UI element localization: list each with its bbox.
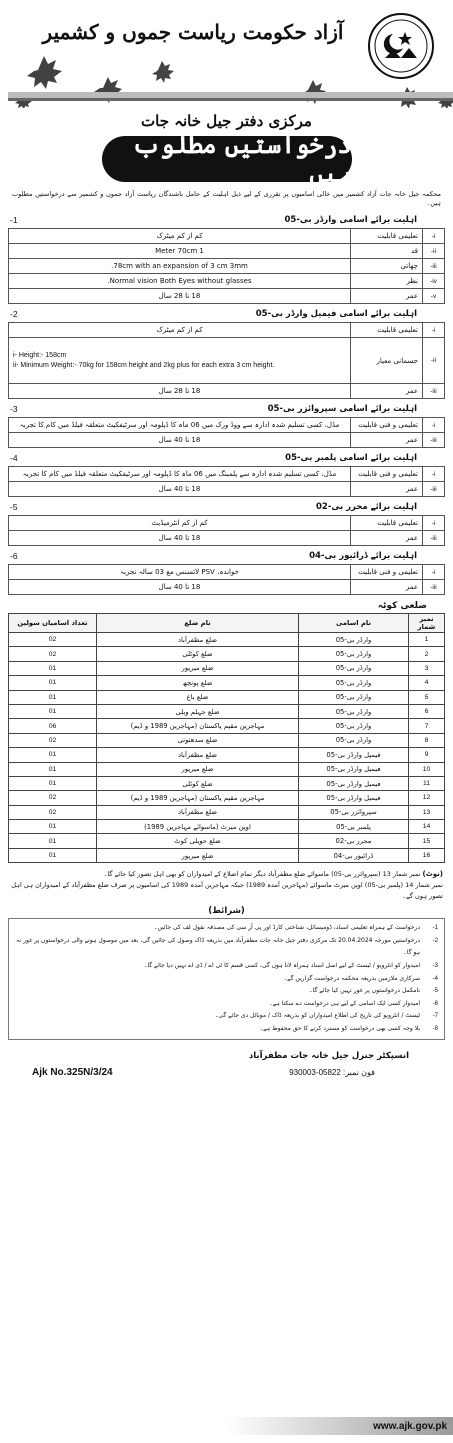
section-number: 4- (10, 452, 18, 463)
criterion-value: 18 تا 40 سال (9, 433, 351, 448)
serial-cell: 15 (409, 834, 445, 848)
table-row (9, 661, 445, 675)
row-number: i- (423, 229, 445, 244)
count-cell: 01 (9, 661, 97, 675)
header-serial: نمبر شمار (409, 614, 445, 633)
eligibility-row (9, 338, 445, 384)
eligibility-table (8, 515, 445, 546)
section-title-text: اہلیت برائے اسامی وارڈر بی-05 (284, 215, 417, 225)
row-number: i- (423, 467, 445, 482)
row-number: iii- (423, 482, 445, 497)
section-title (10, 501, 443, 512)
eligibility-row (9, 433, 445, 448)
serial-cell: 14 (409, 820, 445, 834)
quota-body (9, 633, 445, 863)
condition-text: امیدوار کو انٹرویو / ٹیسٹ کے لیے اصل اسناد ہمراہ لانا ہوں گی، کسی قسم کا ٹی اے / ڈی اے نہیں دیا جائے گا۔ (143, 962, 420, 970)
condition-number: 7- (432, 1013, 438, 1020)
count-cell: 01 (9, 762, 97, 776)
criterion-value: کم از کم میٹرک (9, 229, 351, 244)
eligibility-table (8, 322, 445, 399)
district-quota-table (8, 613, 445, 863)
table-row (9, 704, 445, 718)
count-cell: 01 (9, 704, 97, 718)
section-number: 6- (10, 550, 18, 561)
post-cell: پلمبر بی-05 (299, 820, 409, 834)
list-item (15, 998, 438, 1011)
quota-title: ضلعی کوٹہ (377, 601, 427, 611)
count-cell: 01 (9, 848, 97, 862)
district-cell: ضلع مظفرآباد (97, 633, 299, 647)
criterion-label: تعلیمی قابلیت (351, 323, 423, 338)
criterion-label: نظر (351, 274, 423, 289)
section-number: 3- (10, 403, 18, 414)
note-text-2: نمبر شمار 14 (پلمبر بی-05) اوپن میرٹ ماسوائے (مہاجرین آمدہ 1989) جبکہ مہاجرین آمدہ 1989 کی اسامیوں پر صرف ضلع مظفرآباد کے امیدواران ہی اہل تصور ہوں گے۔ (11, 881, 443, 901)
list-item (15, 1010, 438, 1023)
post-cell: فیمیل وارڈر بی-05 (299, 748, 409, 762)
section-number: 2- (10, 308, 18, 319)
table-row (9, 676, 445, 690)
header (8, 0, 445, 108)
district-cell: ضلع کوٹلی (97, 647, 299, 661)
criterion-label: عمر (351, 289, 423, 304)
district-cell: مہاجرین مقیم پاکستان (مہاجرین 1989 و ڈیم) (97, 791, 299, 805)
eligibility-row (9, 531, 445, 546)
condition-text: سرکاری ملازمین بذریعہ محکمہ درخواست گزاریں گے۔ (283, 974, 420, 982)
criterion-value: 18 تا 28 سال (9, 384, 351, 399)
table-row (9, 805, 445, 819)
eligibility-row (9, 323, 445, 338)
table-row (9, 690, 445, 704)
serial-cell: 1 (409, 633, 445, 647)
website-link[interactable]: www.ajk.gov.pk (373, 1420, 447, 1432)
table-row (9, 733, 445, 747)
eligibility-row (9, 229, 445, 244)
section-title (10, 214, 443, 225)
conditions-title: (شرائط) (208, 906, 245, 917)
signature-block: انسپکٹر جنرل جیل خانہ جات مظفرآباد (248, 1050, 409, 1061)
condition-number: 3- (432, 963, 438, 970)
district-cell: ضلع سدھنوتی (97, 733, 299, 747)
count-cell: 06 (9, 719, 97, 733)
criterion-label: تعلیمی و فنی قابلیت (351, 467, 423, 482)
criterion-label: عمر (351, 580, 423, 595)
count-cell: 02 (9, 805, 97, 819)
table-row (9, 719, 445, 733)
post-cell: وارڈر بی-05 (299, 676, 409, 690)
row-number: i- (423, 516, 445, 531)
table-row (9, 791, 445, 805)
criterion-label: تعلیمی و فنی قابلیت (351, 565, 423, 580)
header-count: تعداد اسامیاں سولین (9, 614, 97, 633)
criterion-value: کم از کم انٹرمیڈیٹ (9, 516, 351, 531)
list-item (15, 960, 438, 973)
table-row (9, 776, 445, 790)
criterion-value: 1 Meter 70cm (9, 244, 351, 259)
eligibility-row (9, 516, 445, 531)
district-cell: ضلع مظفرآباد (97, 748, 299, 762)
count-cell: 02 (9, 791, 97, 805)
serial-cell: 4 (409, 676, 445, 690)
serial-cell: 7 (409, 719, 445, 733)
section-title-text: اہلیت برائے اسامی فیمیل وارڈر بی-05 (255, 309, 417, 319)
post-cell: سپروائزر بی-05 (299, 805, 409, 819)
note-label: (نوٹ) (422, 870, 443, 879)
post-cell: ڈرائیور بی-04 (299, 848, 409, 862)
criterion-value: i- Height:- 158cm ii- Minimum Weight:- 70kg for 158cm height and 2kg plus for each extra 3 cm height. (9, 338, 351, 384)
criterion-value: 18 تا 40 سال (9, 531, 351, 546)
serial-cell: 9 (409, 748, 445, 762)
footer-row (8, 1067, 445, 1078)
section-title-text: اہلیت برائے محرر بی-02 (315, 502, 417, 512)
table-row (9, 647, 445, 661)
eligibility-row (9, 580, 445, 595)
post-cell: وارڈر بی-05 (299, 704, 409, 718)
count-cell: 01 (9, 748, 97, 762)
eligibility-row (9, 259, 445, 274)
condition-number: 8- (432, 1026, 438, 1032)
district-cell: ضلع باغ (97, 690, 299, 704)
criterion-label: تعلیمی و فنی قابلیت (351, 418, 423, 433)
criterion-label: جسمانی معیار (351, 338, 423, 384)
row-number: iii- (423, 259, 445, 274)
serial-cell: 5 (409, 690, 445, 704)
eligibility-row (9, 565, 445, 580)
note-text-1: نمبر شمار 13 (سپروائزر بی-05) ماسوائے ضلع مظفرآباد دیگر تمام اضلاع کے امیدواران کو بھی اہل تصور کیا جائے گا۔ (103, 870, 421, 879)
banner-text: درخواستیں مطلوب ہیں (132, 130, 352, 188)
table-row (9, 848, 445, 862)
post-cell: وارڈر بی-05 (299, 633, 409, 647)
criterion-value: مڈل، کسی تسلیم شدہ ادارہ سے پلمبنگ میں 06 ماہ کا ڈپلومہ اور سرٹیفکیٹ متعلقہ فیلڈ میں کام کا تجربہ (9, 467, 351, 482)
section-title-text: اہلیت برائے ڈرائیور بی-04 (309, 551, 417, 561)
eligibility-table (8, 417, 445, 448)
condition-number: 1- (432, 925, 438, 932)
count-cell: 02 (9, 633, 97, 647)
eligibility-sections (8, 214, 445, 595)
district-cell: ضلع جہلم ویلی (97, 704, 299, 718)
criterion-value: 18 تا 40 سال (9, 580, 351, 595)
serial-cell: 16 (409, 848, 445, 862)
post-cell: وارڈر بی-05 (299, 661, 409, 675)
count-cell: 02 (9, 647, 97, 661)
condition-text: درخواستیں مورخہ 20.04.2024 تک مرکزی دفتر جیل خانہ جات مظفرآباد میں بذریعہ ڈاک وصول کی جائیں گی، بعد میں موصول ہونے والی درخواستوں پر غور نہ ہو گا۔ (16, 936, 420, 957)
district-cell: ضلع مظفرآباد (97, 805, 299, 819)
ajk-emblem-icon (365, 10, 437, 82)
count-cell: 01 (9, 834, 97, 848)
note-block (10, 869, 443, 902)
post-cell: وارڈر بی-05 (299, 733, 409, 747)
list-item (15, 973, 438, 986)
criterion-label: تعلیمی قابلیت (351, 516, 423, 531)
row-number: iv- (423, 274, 445, 289)
applications-wanted-banner (102, 130, 352, 188)
row-number: ii- (423, 338, 445, 384)
section-title-text: اہلیت برائے اسامی پلمبر بی-05 (285, 453, 417, 463)
quota-header-row (9, 614, 445, 633)
criterion-label: چھاتی (351, 259, 423, 274)
criterion-value: کم از کم میٹرک (9, 323, 351, 338)
row-number: iii- (423, 384, 445, 399)
conditions-list (8, 918, 445, 1039)
eligibility-table (8, 564, 445, 595)
serial-cell: 6 (409, 704, 445, 718)
count-cell: 02 (9, 733, 97, 747)
condition-number: 6- (432, 1000, 438, 1007)
eligibility-table (8, 228, 445, 304)
section-title (10, 308, 443, 319)
section-number: 1- (10, 214, 18, 225)
eligibility-row (9, 274, 445, 289)
condition-text: بلا وجہ کسی بھی درخواست کو مسترد کرنے کا حق محفوظ ہے۔ (259, 1025, 420, 1032)
district-cell: ضلع میرپور (97, 762, 299, 776)
row-number: iii- (423, 531, 445, 546)
condition-text: امیدوار کسی ایک اسامی کے لیے ہی درخواست دے سکتا ہے۔ (269, 999, 420, 1007)
post-cell: فیمیل وارڈر بی-05 (299, 791, 409, 805)
eligibility-row (9, 482, 445, 497)
condition-number: 2- (432, 937, 438, 944)
post-cell: فیمیل وارڈر بی-05 (299, 762, 409, 776)
post-cell: وارڈر بی-05 (299, 647, 409, 661)
district-cell: اوپن میرٹ (ماسوائے مہاجرین 1989) (97, 820, 299, 834)
row-number: iii- (423, 580, 445, 595)
criterion-label: عمر (351, 482, 423, 497)
criterion-label: قد (351, 244, 423, 259)
website-bar (0, 1417, 453, 1435)
condition-text: درخواست کے ہمراہ تعلیمی اسناد، ڈومیسائل، شناختی کارڈ اور پی آر سی کی مصدقہ نقول لف کی جائیں۔ (153, 924, 420, 932)
government-title: آزاد حکومت ریاست جموں و کشمیر (42, 20, 344, 44)
row-number: v- (423, 289, 445, 304)
eligibility-row (9, 384, 445, 399)
list-item (15, 985, 438, 998)
count-cell: 01 (9, 676, 97, 690)
district-cell: مہاجرین مقیم پاکستان (مہاجرین 1989 و ڈیم) (97, 719, 299, 733)
section-title-text: اہلیت برائے اسامی سپروائزر بی-05 (267, 404, 417, 414)
criterion-value: 78cm with an expansion of 3 cm 3mm. (9, 259, 351, 274)
district-cell: ضلع کوٹلی (97, 776, 299, 790)
row-number: i- (423, 418, 445, 433)
phone-number: فون نمبر: 05822-930003 (289, 1067, 375, 1077)
table-row (9, 748, 445, 762)
post-cell: فیمیل وارڈر بی-05 (299, 776, 409, 790)
criterion-value: 18 تا 40 سال (9, 482, 351, 497)
criterion-value: Normal vision Both Eyes without glasses. (9, 274, 351, 289)
post-cell: محرر بی-02 (299, 834, 409, 848)
table-row (9, 834, 445, 848)
section-title (10, 550, 443, 561)
post-cell: وارڈر بی-05 (299, 719, 409, 733)
serial-cell: 13 (409, 805, 445, 819)
eligibility-table (8, 466, 445, 497)
section-number: 5- (10, 501, 18, 512)
criterion-value: 18 تا 28 سال (9, 289, 351, 304)
row-number: i- (423, 323, 445, 338)
criterion-value: خواندہ، PSV لائسنس مع 03 سالہ تجربہ (9, 565, 351, 580)
serial-cell: 12 (409, 791, 445, 805)
row-number: iii- (423, 433, 445, 448)
district-cell: ضلع پونچھ (97, 676, 299, 690)
count-cell: 01 (9, 690, 97, 704)
row-number: i- (423, 565, 445, 580)
row-number: ii- (423, 244, 445, 259)
serial-cell: 8 (409, 733, 445, 747)
section-title (10, 403, 443, 414)
district-cell: ضلع میرپور (97, 848, 299, 862)
district-cell: ضلع میرپور (97, 661, 299, 675)
post-cell: وارڈر بی-05 (299, 690, 409, 704)
serial-cell: 10 (409, 762, 445, 776)
table-row (9, 762, 445, 776)
list-item (15, 922, 438, 935)
serial-cell: 2 (409, 647, 445, 661)
condition-text: ٹیسٹ / انٹرویو کی تاریخ کی اطلاع امیدواران کو بذریعہ ڈاک / موبائل دی جائے گی۔ (214, 1012, 420, 1020)
reference-number: Ajk No.325N/3/24 (32, 1066, 113, 1078)
table-row (9, 820, 445, 834)
district-cell: ضلع حویلی کوٹ (97, 834, 299, 848)
eligibility-row (9, 244, 445, 259)
eligibility-row (9, 467, 445, 482)
criterion-label: عمر (351, 531, 423, 546)
condition-number: 4- (432, 975, 438, 982)
criterion-label: عمر (351, 433, 423, 448)
condition-number: 5- (432, 988, 438, 995)
eligibility-row (9, 289, 445, 304)
intro-paragraph: محکمہ جیل خانہ جات آزاد کشمیر میں خالی اسامیوں پر تقرری کے لیے ذیل اہلیت کے حامل باشندگان ریاست آزاد جموں و کشمیر سے درخواستیں مطلوب ہیں۔ (12, 190, 441, 207)
serial-cell: 11 (409, 776, 445, 790)
criterion-label: عمر (351, 384, 423, 399)
section-title (10, 452, 443, 463)
criterion-label: تعلیمی قابلیت (351, 229, 423, 244)
header-post: نام اسامی (299, 614, 409, 633)
count-cell: 01 (9, 776, 97, 790)
table-row (9, 633, 445, 647)
header-district: نام ضلع (97, 614, 299, 633)
serial-cell: 3 (409, 661, 445, 675)
condition-text: نامکمل درخواستوں پر غور نہیں کیا جائے گا۔ (309, 987, 420, 995)
criterion-value: مڈل، کسی تسلیم شدہ ادارہ سے ووڈ ورک میں 06 ماہ کا ڈپلومہ اور سرٹیفکیٹ متعلقہ فیلڈ میں کام کا تجربہ (9, 418, 351, 433)
list-item (15, 1023, 438, 1036)
list-item (15, 935, 438, 960)
count-cell: 01 (9, 820, 97, 834)
eligibility-row (9, 418, 445, 433)
department-title: مرکزی دفتر جیل خانہ جات (141, 112, 312, 130)
